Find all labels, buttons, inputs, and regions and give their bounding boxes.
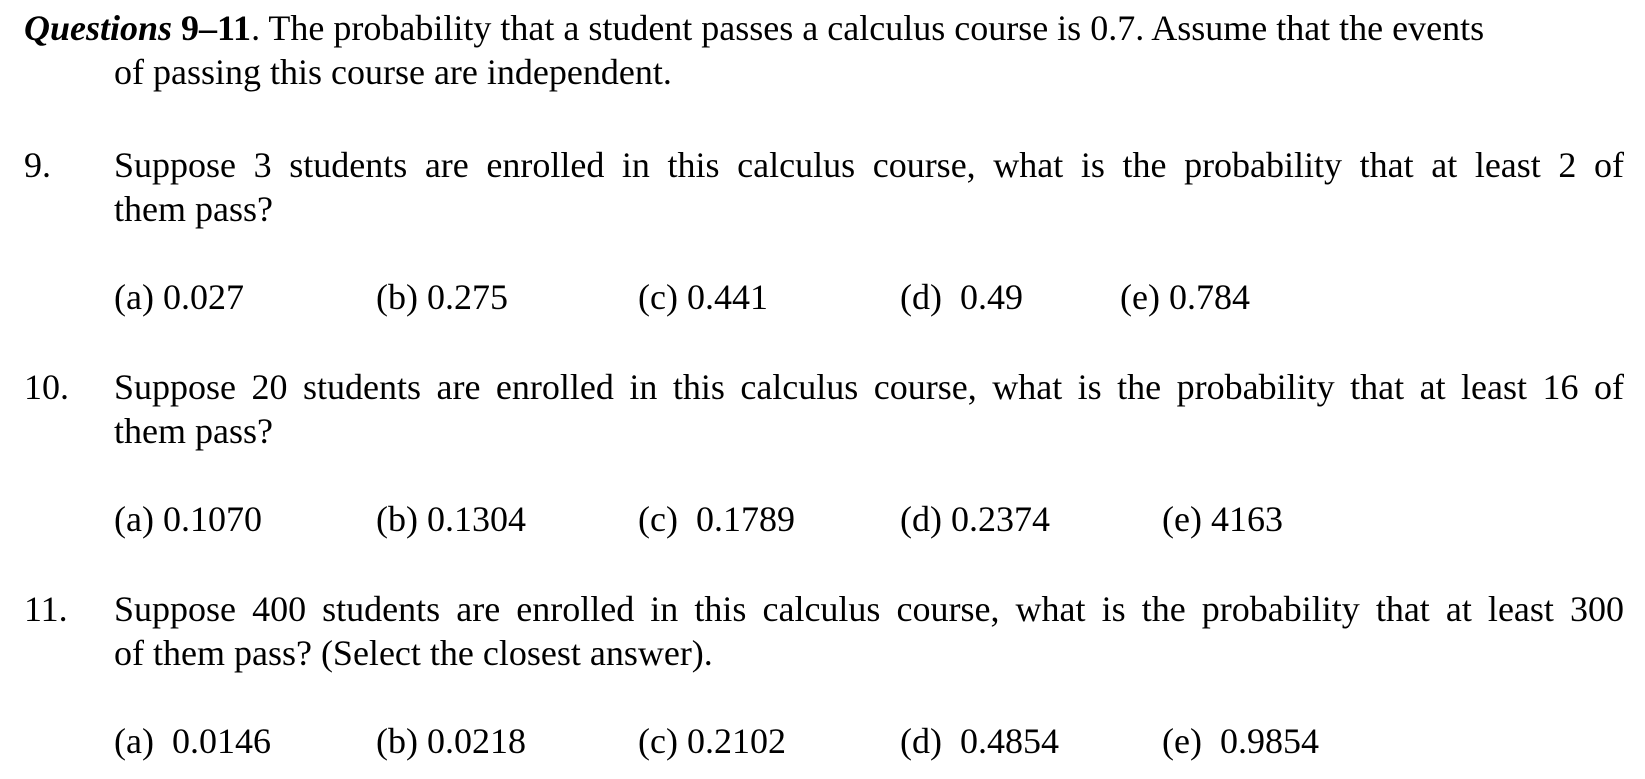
questions-intro [24, 6, 1624, 94]
choice-e[interactable]: (e) 4163 [1162, 499, 1283, 539]
choice-b[interactable]: (b) 0.0218 [376, 721, 526, 761]
intro-text-line-1: . The probability that a student passes a calculus course is 0.7. Assume that the events [251, 8, 1485, 48]
question-text-line-1: Suppose 20 students are enrolled in this calculus course, what is the probability that at least 16 of [114, 367, 1624, 407]
choice-d[interactable]: (d) 0.4854 [900, 721, 1059, 761]
choice-c[interactable]: (c) 0.441 [638, 277, 768, 317]
choice-b[interactable]: (b) 0.1304 [376, 499, 526, 539]
questions-label-range: 9–11 [181, 8, 252, 48]
intro-line-1 [24, 6, 1624, 50]
choice-c[interactable]: (c) 0.1789 [638, 499, 795, 539]
question-text-line-1: Suppose 400 students are enrolled in this calculus course, what is the probability that at least 300 [114, 589, 1624, 629]
question-number: 10. [24, 367, 69, 407]
intro-text-line-2: of passing this course are independent. [114, 52, 672, 92]
choice-d[interactable]: (d) 0.49 [900, 277, 1023, 317]
choice-e[interactable]: (e) 0.9854 [1162, 721, 1319, 761]
choice-a[interactable]: (a) 0.027 [114, 277, 244, 317]
choice-e[interactable]: (e) 0.784 [1120, 277, 1250, 317]
choice-c[interactable]: (c) 0.2102 [638, 721, 786, 761]
question-text-line-1: Suppose 3 students are enrolled in this calculus course, what is the probability that at least 2 of [114, 145, 1624, 185]
question-text [114, 143, 1624, 231]
question-number: 11. [24, 589, 68, 629]
choice-a[interactable]: (a) 0.1070 [114, 499, 262, 539]
question-text-line-2: of them pass? (Select the closest answer). [114, 633, 713, 673]
question-text-line-2: them pass? [114, 411, 273, 451]
question-text [114, 365, 1624, 453]
question-text-line-2: them pass? [114, 189, 273, 229]
questions-label-word: Questions [24, 8, 173, 48]
choice-d[interactable]: (d) 0.2374 [900, 499, 1050, 539]
choice-a[interactable]: (a) 0.0146 [114, 721, 271, 761]
questions-label [24, 8, 251, 48]
choice-b[interactable]: (b) 0.275 [376, 277, 508, 317]
question-number: 9. [24, 145, 51, 185]
question-text [114, 587, 1624, 675]
